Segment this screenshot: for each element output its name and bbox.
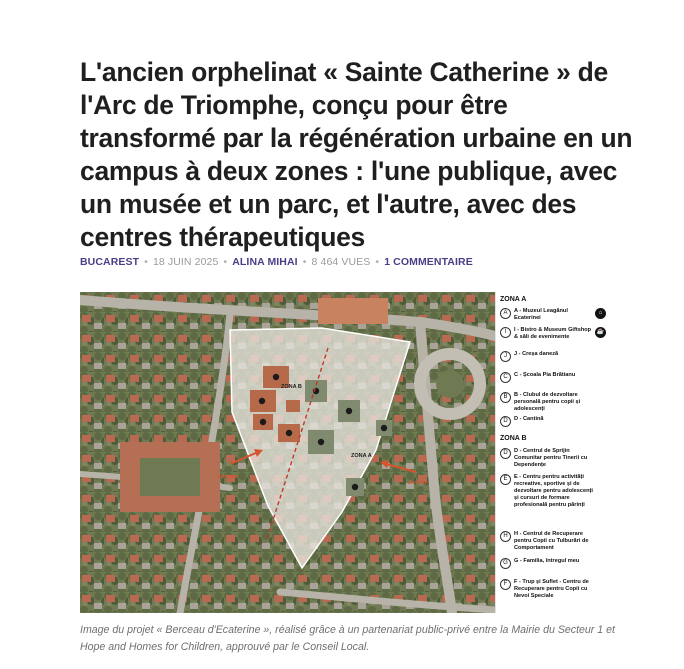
publish-date: 18 JUIN 2025 [152, 256, 219, 268]
stadium-roof [318, 298, 388, 324]
article-figure [80, 292, 608, 613]
legend-item [500, 579, 606, 603]
legend-item-label: D - Cantină [514, 416, 544, 422]
legend-zone-a-title: ZONA A [500, 296, 527, 303]
legend-item [500, 448, 606, 468]
meta-separator: • [375, 256, 380, 268]
legend-item-label: E - Centru pentru activități recreative, sportive și de dezvoltare pentru adolescenți și cursuri de formare profesională pentru părinți [514, 474, 593, 508]
marker-d-icon: D [500, 416, 511, 427]
author-link[interactable]: ALINA MIHAI [232, 256, 298, 268]
museum-icon: ⌂ [595, 308, 606, 319]
marker-a-icon: A [500, 308, 511, 319]
legend-item-label: D - Centrul de Sprijin Comunitar pentru Tinerii cu Dependențe [514, 448, 588, 468]
site-plan-svg [80, 292, 495, 613]
article-title: L'ancien orphelinat « Sainte Catherine » de l'Arc de Triomphe, conçu pour être transformé par la régénération urbaine en un campus à deux zones : l'une publique, avec un musée et un parc, et l'autre, avec des centres thérapeutiques [80, 57, 633, 252]
legend-item-label: H - Centrul de Recuperare pentru Copii cu Tulburări de Comportament [514, 531, 589, 551]
entrance-west-label: INTRARE [218, 474, 238, 479]
meta-separator: • [144, 256, 148, 268]
meta-separator: • [223, 256, 228, 268]
arc-de-triomphe-plaza [436, 370, 464, 398]
bistro-icon: ☕ [595, 327, 606, 338]
marker-g-icon: G [500, 558, 511, 569]
legend-item-label: G - Familia, întregul meu [514, 558, 580, 564]
legend-item [500, 327, 606, 343]
legend-item-label: F - Trup și Suflet - Centru de Recuperare pentru Copii cu Nevoi Speciale [514, 579, 589, 599]
marker-f-icon: F [500, 579, 511, 590]
marker-i-icon: I [500, 327, 511, 338]
zone-b-label: ZONA B [281, 384, 302, 390]
legend-item [500, 416, 606, 428]
marker-b-icon: B [500, 392, 511, 403]
category-link[interactable]: BUCAREST [80, 256, 140, 268]
zone-a-label: ZONA A [351, 453, 372, 459]
legend-item-label: J - Creșa daneză [514, 351, 559, 357]
legend-item [500, 558, 606, 570]
courtyard-garden [140, 458, 200, 496]
site-plan-image [80, 292, 495, 613]
comments-link[interactable]: 1 COMMENTAIRE [384, 256, 473, 268]
legend-item [500, 351, 606, 363]
meta-separator: • [302, 256, 307, 268]
marker-e-icon: E [500, 474, 511, 485]
marker-h-icon: H [500, 531, 511, 542]
article-meta [80, 256, 473, 268]
legend-item-label: C - Școala Pia Brătianu [514, 372, 576, 378]
legend-zone-b-title: ZONA B [500, 435, 527, 442]
legend-item [500, 531, 606, 551]
entrance-east-label: INTRARE [408, 480, 428, 485]
marker-j-icon: J [500, 351, 511, 362]
marker-d-icon: D [500, 448, 511, 459]
legend-item-label: B - Clubul de dezvoltare personală pentru copii și adolescenți [514, 392, 581, 412]
figure-caption: Image du projet « Berceau d'Ecaterine », réalisé grâce à un partenariat public-privé entre la Mairie du Secteur 1 et Hope and Homes for Children, approuvé par le Conseil Local. [80, 624, 615, 653]
map-legend [495, 292, 609, 613]
legend-item-label: A - Muzeul Leagănul Ecaterinei [514, 308, 568, 321]
legend-item [500, 392, 606, 412]
marker-c-icon: C [500, 372, 511, 383]
view-count: 8 464 VUES [311, 256, 371, 268]
legend-item [500, 372, 606, 384]
legend-item [500, 474, 606, 514]
legend-item-label: I - Bistro & Museum Giftshop & săli de evenimente [514, 327, 592, 340]
legend-item [500, 308, 606, 320]
